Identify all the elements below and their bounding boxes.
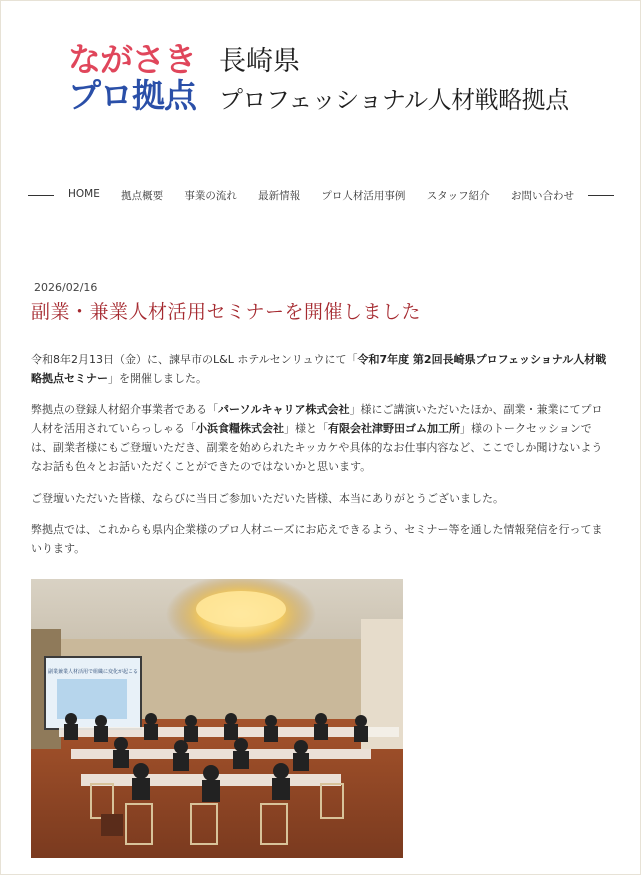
logo-line-2: プロ拠点 [68,76,196,115]
nav-rule-right [588,195,614,196]
post-paragraph-2 [31,400,611,476]
site-title-line-1: 長崎県 [219,46,300,77]
post-paragraph-4: 弊拠点では、これからも県内企業様のプロ人材ニーズにお応えできるよう、セミナー等を通した情報発信を行ってまいります。 [31,523,603,555]
p2-bold-persol: パーソルキャリア株式会社 [218,403,350,416]
screen-caption: 副業兼業人材活用で組織に変化が起こる [47,669,139,675]
seminar-photo [31,579,403,858]
global-nav [28,184,614,206]
p2-text-c: 」様にご講演いただいたほか、副業・兼業にてプロ人材を活用されていらっしゃる「 [31,403,603,435]
p2-bold-tsunoda: 有限会社津野田ゴム加工所 [328,422,460,435]
nav-item-cases[interactable]: プロ人材活用事例 [321,189,406,202]
p1-text-a: 令和8年2月13日（金）に、諫早市のL&L ホテルセンリュウにて「 [31,353,358,366]
post-paragraph-1 [31,350,611,388]
site-title [219,44,569,118]
p2-text-e: 」様のトークセッションでは、副業者様にもご登壇いただき、副業を始められたキッカケや具体的なお仕事内容など、ここでしか聞けないようなお話も色々とお話いただくことができたのではないかと思います。 [31,422,603,473]
p2-text-d: 」様と「 [284,422,328,435]
site-logo[interactable] [68,40,196,116]
nav-item-staff[interactable]: スタッフ紹介 [426,189,490,202]
nav-item-flow[interactable]: 事業の流れ [184,189,237,202]
nav-item-contact[interactable]: お問い合わせ [510,189,574,202]
p1-bold-seminar: 令和7年度 第2回長崎県プロフェッショナル人材戦略拠点セミナー [31,353,607,385]
nav-item-about[interactable]: 拠点概要 [121,189,164,202]
nav-list [68,188,574,203]
p2-bold-obama: 小浜食糧株式会社 [196,422,284,435]
nav-item-home[interactable]: HOME [68,187,100,200]
seminar-photo-illustration [31,579,403,858]
p2-text-a: 弊拠点の登録人材紹介事業者である「 [31,403,218,416]
p1-text-b: 」を開催しました。 [108,372,207,385]
logo-line-1: ながさき [68,40,196,79]
nav-rule-left [28,195,54,196]
post-title: 副業・兼業人材活用セミナーを開催しました [31,301,422,323]
nav-item-news[interactable]: 最新情報 [258,189,301,202]
post-date: 2026/02/16 [34,281,98,294]
post-paragraph-3: ご登壇いただいた皆様、ならびに当日ご参加いただいた皆様、本当にありがとうございました。 [31,492,504,505]
site-title-line-2: プロフェッショナル人材戦略拠点 [219,86,569,114]
